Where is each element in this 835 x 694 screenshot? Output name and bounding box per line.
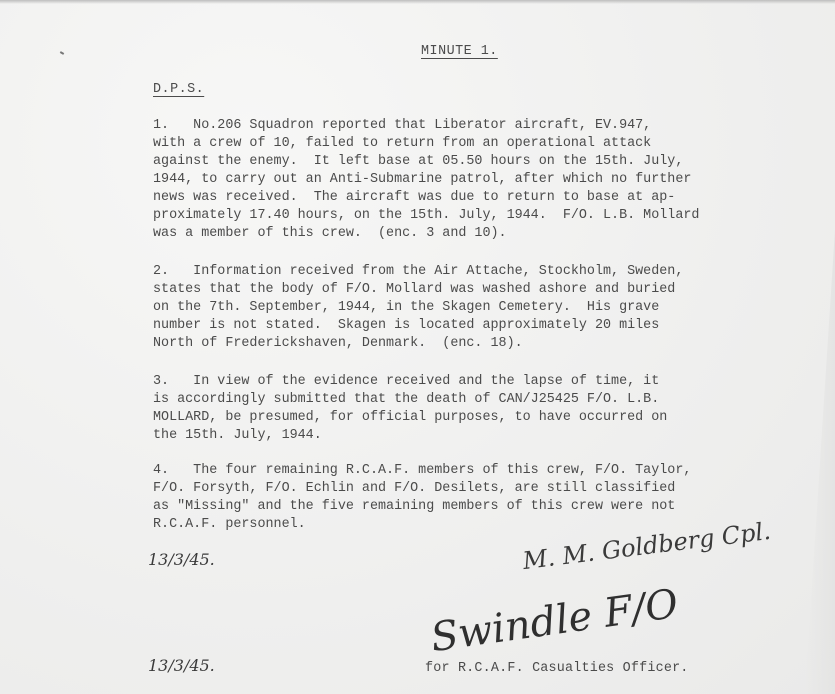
paragraph-line: was a member of this crew. (enc. 3 and 10). [153, 226, 507, 241]
paragraph-line: with a crew of 10, failed to return from an operational attack [153, 136, 652, 151]
paragraph-line: as "Missing" and the five remaining members of this crew were not [153, 499, 676, 514]
paragraph-line: on the 7th. September, 1944, in the Skagen Cemetery. His grave [153, 300, 660, 315]
date-handwritten-1: 13/3/45. [148, 550, 215, 569]
paragraph-line: 1944, to carry out an Anti-Submarine patrol, after which no further [153, 172, 692, 187]
paragraph-1 [153, 117, 699, 243]
paper-speck [60, 51, 64, 55]
paragraph-3 [153, 373, 667, 445]
paragraph-line: 2. Information received from the Air Attache, Stockholm, Sweden, [153, 264, 684, 279]
paragraph-line: states that the body of F/O. Mollard was washed ashore and buried [153, 282, 676, 297]
paragraph-line: proximately 17.40 hours, on the 15th. July, 1944. F/O. L.B. Mollard [153, 208, 700, 223]
paragraph-2 [153, 263, 683, 353]
paragraph-line: the 15th. July, 1944. [153, 428, 322, 443]
addressee: D.P.S. [153, 82, 205, 97]
signature-goldberg: M. M. Goldberg Cpl. [521, 516, 773, 576]
page-top-edge-shadow [0, 0, 835, 4]
signature-caption: for R.C.A.F. Casualties Officer. [425, 661, 689, 676]
paragraph-line: 3. In view of the evidence received and the lapse of time, it [153, 374, 660, 389]
paragraph-line: against the enemy. It left base at 05.50 hours on the 15th. July, [153, 154, 684, 169]
paragraph-line: MOLLARD, be presumed, for official purposes, to have occurred on [153, 410, 668, 425]
paragraph-line: North of Frederickshaven, Denmark. (enc. 18). [153, 336, 523, 351]
date-handwritten-2: 13/3/45. [148, 656, 215, 675]
document-title: MINUTE 1. [421, 44, 498, 59]
paragraph-line: number is not stated. Skagen is located approximately 20 miles [153, 318, 660, 333]
paragraph-line: 4. The four remaining R.C.A.F. members of this crew, F/O. Taylor, [153, 463, 692, 478]
paragraph-line: F/O. Forsyth, F/O. Echlin and F/O. Desilets, are still classified [153, 481, 676, 496]
signature-swindle: Swindle F/O [428, 580, 682, 662]
paragraph-4 [153, 462, 691, 534]
paragraph-line: news was received. The aircraft was due to return to base at ap- [153, 190, 676, 205]
page-fold-shadow [805, 230, 835, 694]
paragraph-line: is accordingly submitted that the death of CAN/J25425 F/O. L.B. [153, 392, 660, 407]
paragraph-line: R.C.A.F. personnel. [153, 517, 306, 532]
paragraph-line: 1. No.206 Squadron reported that Liberator aircraft, EV.947, [153, 118, 652, 133]
